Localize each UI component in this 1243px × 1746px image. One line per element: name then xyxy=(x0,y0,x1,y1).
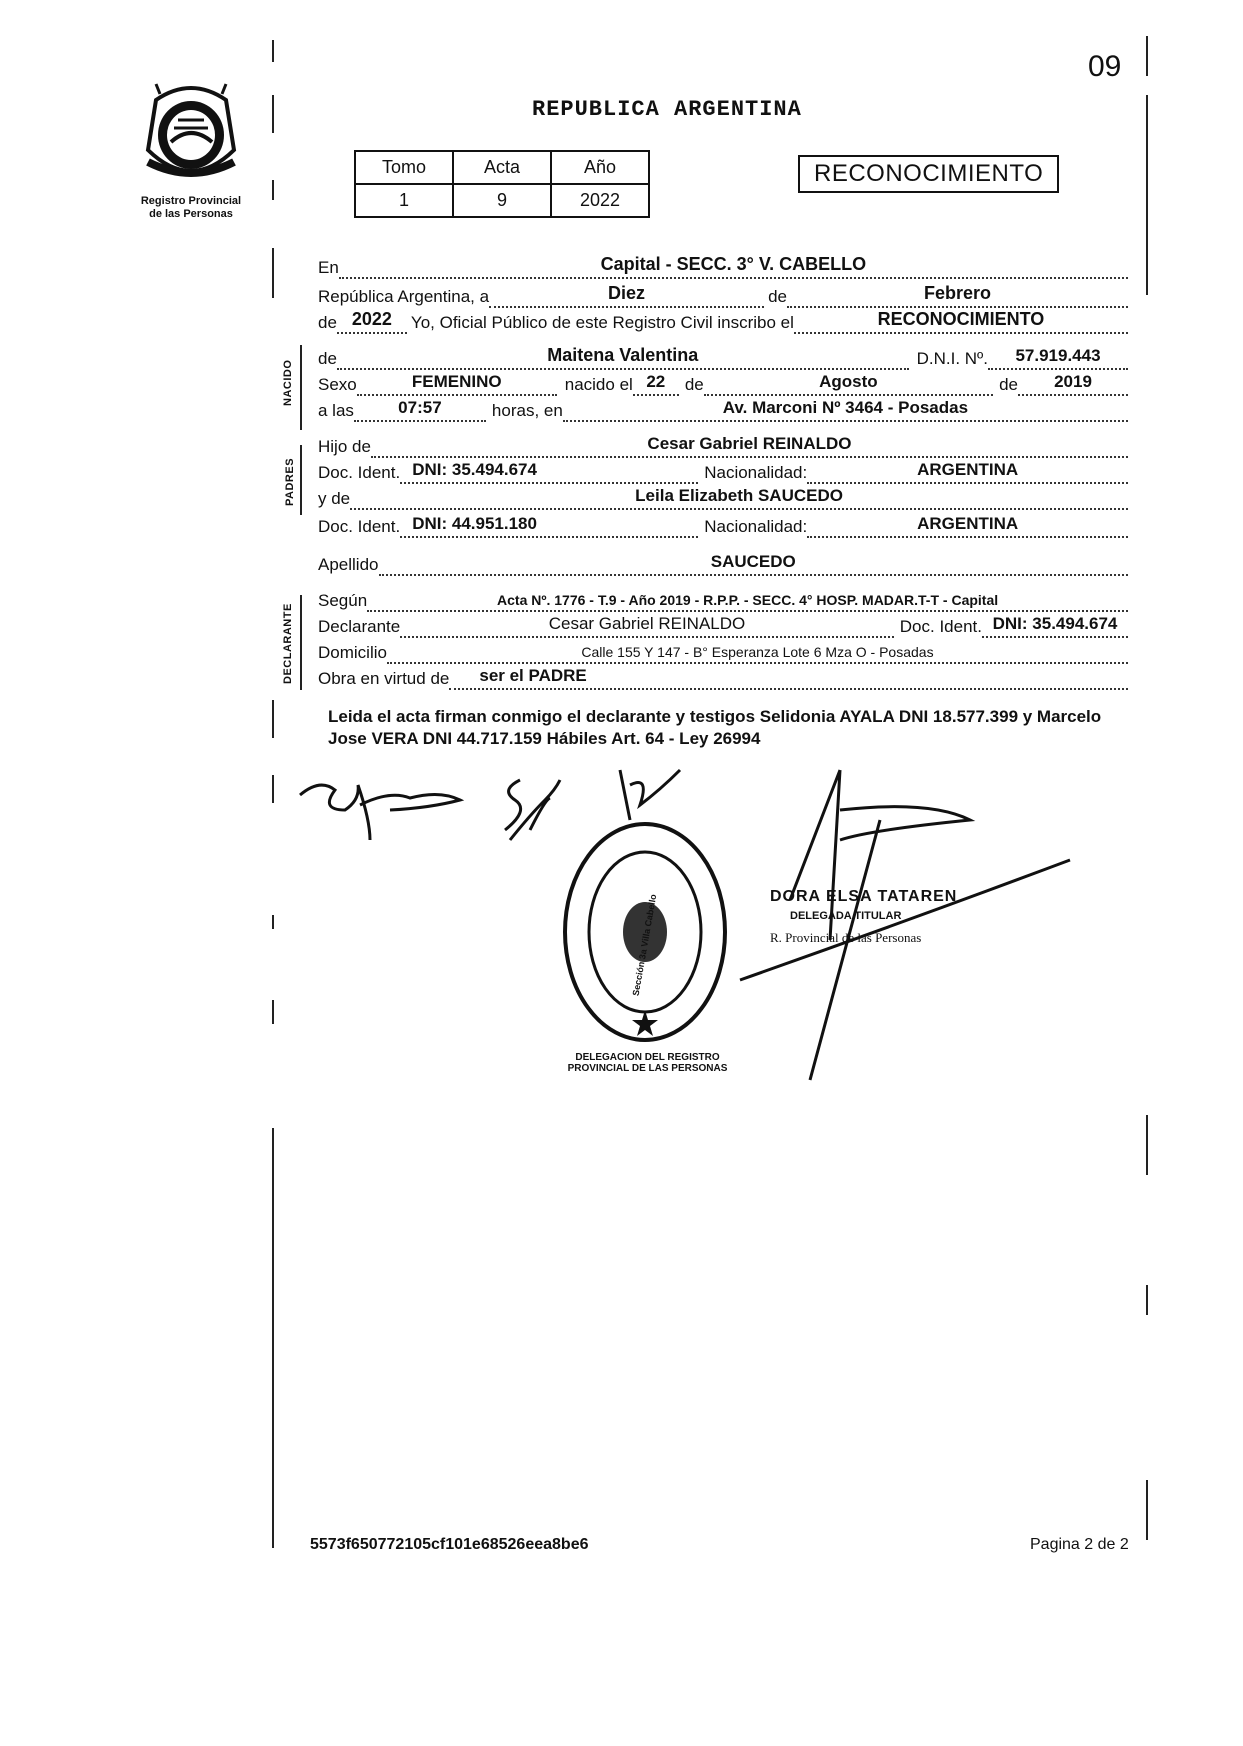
row-fecha: República Argentina, a Diez de Febrero xyxy=(318,284,1128,308)
declarante-value: Cesar Gabriel REINALDO xyxy=(548,614,746,633)
section-divider xyxy=(300,345,302,430)
row-apellido: Apellido SAUCEDO xyxy=(318,552,1128,576)
page-number: 09 xyxy=(1088,50,1122,83)
row-madre: y de Leila Elizabeth SAUCEDO xyxy=(318,486,1128,510)
madre-doc-value: DNI: 44.951.180 xyxy=(412,514,537,533)
row-madre-doc: Doc. Ident. DNI: 44.951.180 Nacionalidad: ARGENTINA xyxy=(318,514,1128,538)
sexo-value: FEMENINO xyxy=(411,372,502,391)
lugar-value: Capital - SECC. 3° V. CABELLO xyxy=(600,254,867,274)
seal-outer-text: DELEGACION DEL REGISTRO PROVINCIAL DE LAS PERSONAS xyxy=(567,1052,728,1074)
margin-line xyxy=(1146,1480,1148,1540)
document-hash: 5573f650772105cf101e68526eea8be6 xyxy=(310,1536,589,1553)
margin-line xyxy=(1146,95,1148,295)
padre-nac-value: ARGENTINA xyxy=(917,460,1019,479)
nombre-value: Maitena Valentina xyxy=(547,345,699,365)
page-indicator: Pagina 2 de 2 xyxy=(1030,1536,1129,1553)
margin-line xyxy=(272,915,274,929)
padre-value: Cesar Gabriel REINALDO xyxy=(647,434,852,453)
margin-line xyxy=(1146,1285,1148,1315)
row-declarante: Declarante Cesar Gabriel REINALDO Doc. Ident. DNI: 35.494.674 xyxy=(318,614,1128,638)
dni-value: 57.919.443 xyxy=(1015,346,1101,365)
acta-header: Acta xyxy=(453,151,551,184)
margin-line xyxy=(272,180,274,200)
section-divider xyxy=(300,445,302,515)
margin-line xyxy=(272,1128,274,1548)
seal-inner-text: Sección 3a Villa Cabello xyxy=(630,893,659,997)
margin-line xyxy=(272,775,274,803)
nac-anio-value: 2019 xyxy=(1054,372,1092,391)
segun-value: Acta Nº. 1776 - T.9 - Año 2019 - R.P.P. - SECC. 4° HOSP. MADAR.T-T - Capital xyxy=(497,592,999,608)
margin-line xyxy=(272,40,274,62)
tipo-acta-box: RECONOCIMIENTO xyxy=(798,155,1059,193)
side-label-nacido: NACIDO xyxy=(282,359,294,406)
row-obra: Obra en virtud de ser el PADRE xyxy=(318,666,1128,690)
anio-header: Año xyxy=(551,151,649,184)
logo xyxy=(126,80,256,221)
margin-line xyxy=(272,95,274,133)
obra-value: ser el PADRE xyxy=(479,666,587,685)
oficial-cargo: DELEGADA TITULAR xyxy=(790,910,902,922)
side-label-declarante: DECLARANTE xyxy=(282,603,294,684)
signature-testigo-icon xyxy=(610,765,690,825)
row-sexo: Sexo FEMENINO nacido el 22 de Agosto de 2019 xyxy=(318,372,1128,396)
margin-line xyxy=(272,248,274,298)
margin-line xyxy=(272,1000,274,1024)
margin-line xyxy=(1146,1115,1148,1175)
margin-line xyxy=(1146,36,1148,76)
row-segun: Según Acta Nº. 1776 - T.9 - Año 2019 - R.P.P. - SECC. 4° HOSP. MADAR.T-T - Capital xyxy=(318,588,1128,612)
side-label-padres: PADRES xyxy=(284,457,296,506)
tomo-acta-table xyxy=(354,150,650,218)
signature-declarante-icon xyxy=(290,760,490,845)
margin-line xyxy=(272,700,274,738)
mes-value: Febrero xyxy=(923,283,991,303)
row-lugar: En Capital - SECC. 3° V. CABELLO xyxy=(318,255,1128,279)
padre-doc-value: DNI: 35.494.674 xyxy=(412,460,537,479)
hora-value: 07:57 xyxy=(398,398,442,417)
anio-value: 2022 xyxy=(551,184,649,217)
provincial-seal-icon xyxy=(126,80,256,190)
row-nombre: de Maitena Valentina D.N.I. Nº. 57.919.443 xyxy=(318,346,1128,370)
row-anio: de 2022 Yo, Oficial Público de este Registro Civil inscribo el RECONOCIMIENTO xyxy=(318,310,1128,334)
row-padre: Hijo de Cesar Gabriel REINALDO xyxy=(318,434,1128,458)
tomo-value: 1 xyxy=(355,184,453,217)
acta-value: 9 xyxy=(453,184,551,217)
closing-note: Leida el acta firman conmigo el declarante y testigos Selidonia AYALA DNI 18.577.399 y Marcelo Jose VERA DNI 44.717.159 Hábiles Art. 64 - Ley 26994 xyxy=(328,707,1102,748)
tomo-header: Tomo xyxy=(355,151,453,184)
lugar-nac-value: Av. Marconi Nº 3464 - Posadas xyxy=(722,398,969,417)
oficial-registro: R. Provincial de las Personas xyxy=(770,930,922,945)
anio-value: 2022 xyxy=(351,309,392,329)
apellido-value: SAUCEDO xyxy=(710,552,796,571)
dia-value: Diez xyxy=(608,283,646,303)
row-hora: a las 07:57 horas, en Av. Marconi Nº 3464 - Posadas xyxy=(318,398,1128,422)
document-title: REPUBLICA ARGENTINA xyxy=(532,97,802,122)
signature-oficial-icon xyxy=(730,760,1080,1090)
madre-value: Leila Elizabeth SAUCEDO xyxy=(635,486,843,505)
nac-dia-value: 22 xyxy=(646,372,666,391)
oficial-nombre: DORA ELSA TATAREN xyxy=(770,888,958,905)
logo-caption: Registro Provincial de las Personas xyxy=(140,195,242,220)
tipo-value: RECONOCIMIENTO xyxy=(877,309,1045,329)
madre-nac-value: ARGENTINA xyxy=(917,514,1019,533)
section-divider xyxy=(300,595,302,690)
declarante-doc-value: DNI: 35.494.674 xyxy=(992,614,1118,633)
nac-mes-value: Agosto xyxy=(819,372,878,391)
row-padre-doc: Doc. Ident. DNI: 35.494.674 Nacionalidad: ARGENTINA xyxy=(318,460,1128,484)
domicilio-value: Calle 155 Y 147 - B° Esperanza Lote 6 Mza O - Posadas xyxy=(581,644,934,660)
row-domicilio: Domicilio Calle 155 Y 147 - B° Esperanza Lote 6 Mza O - Posadas xyxy=(318,640,1128,664)
